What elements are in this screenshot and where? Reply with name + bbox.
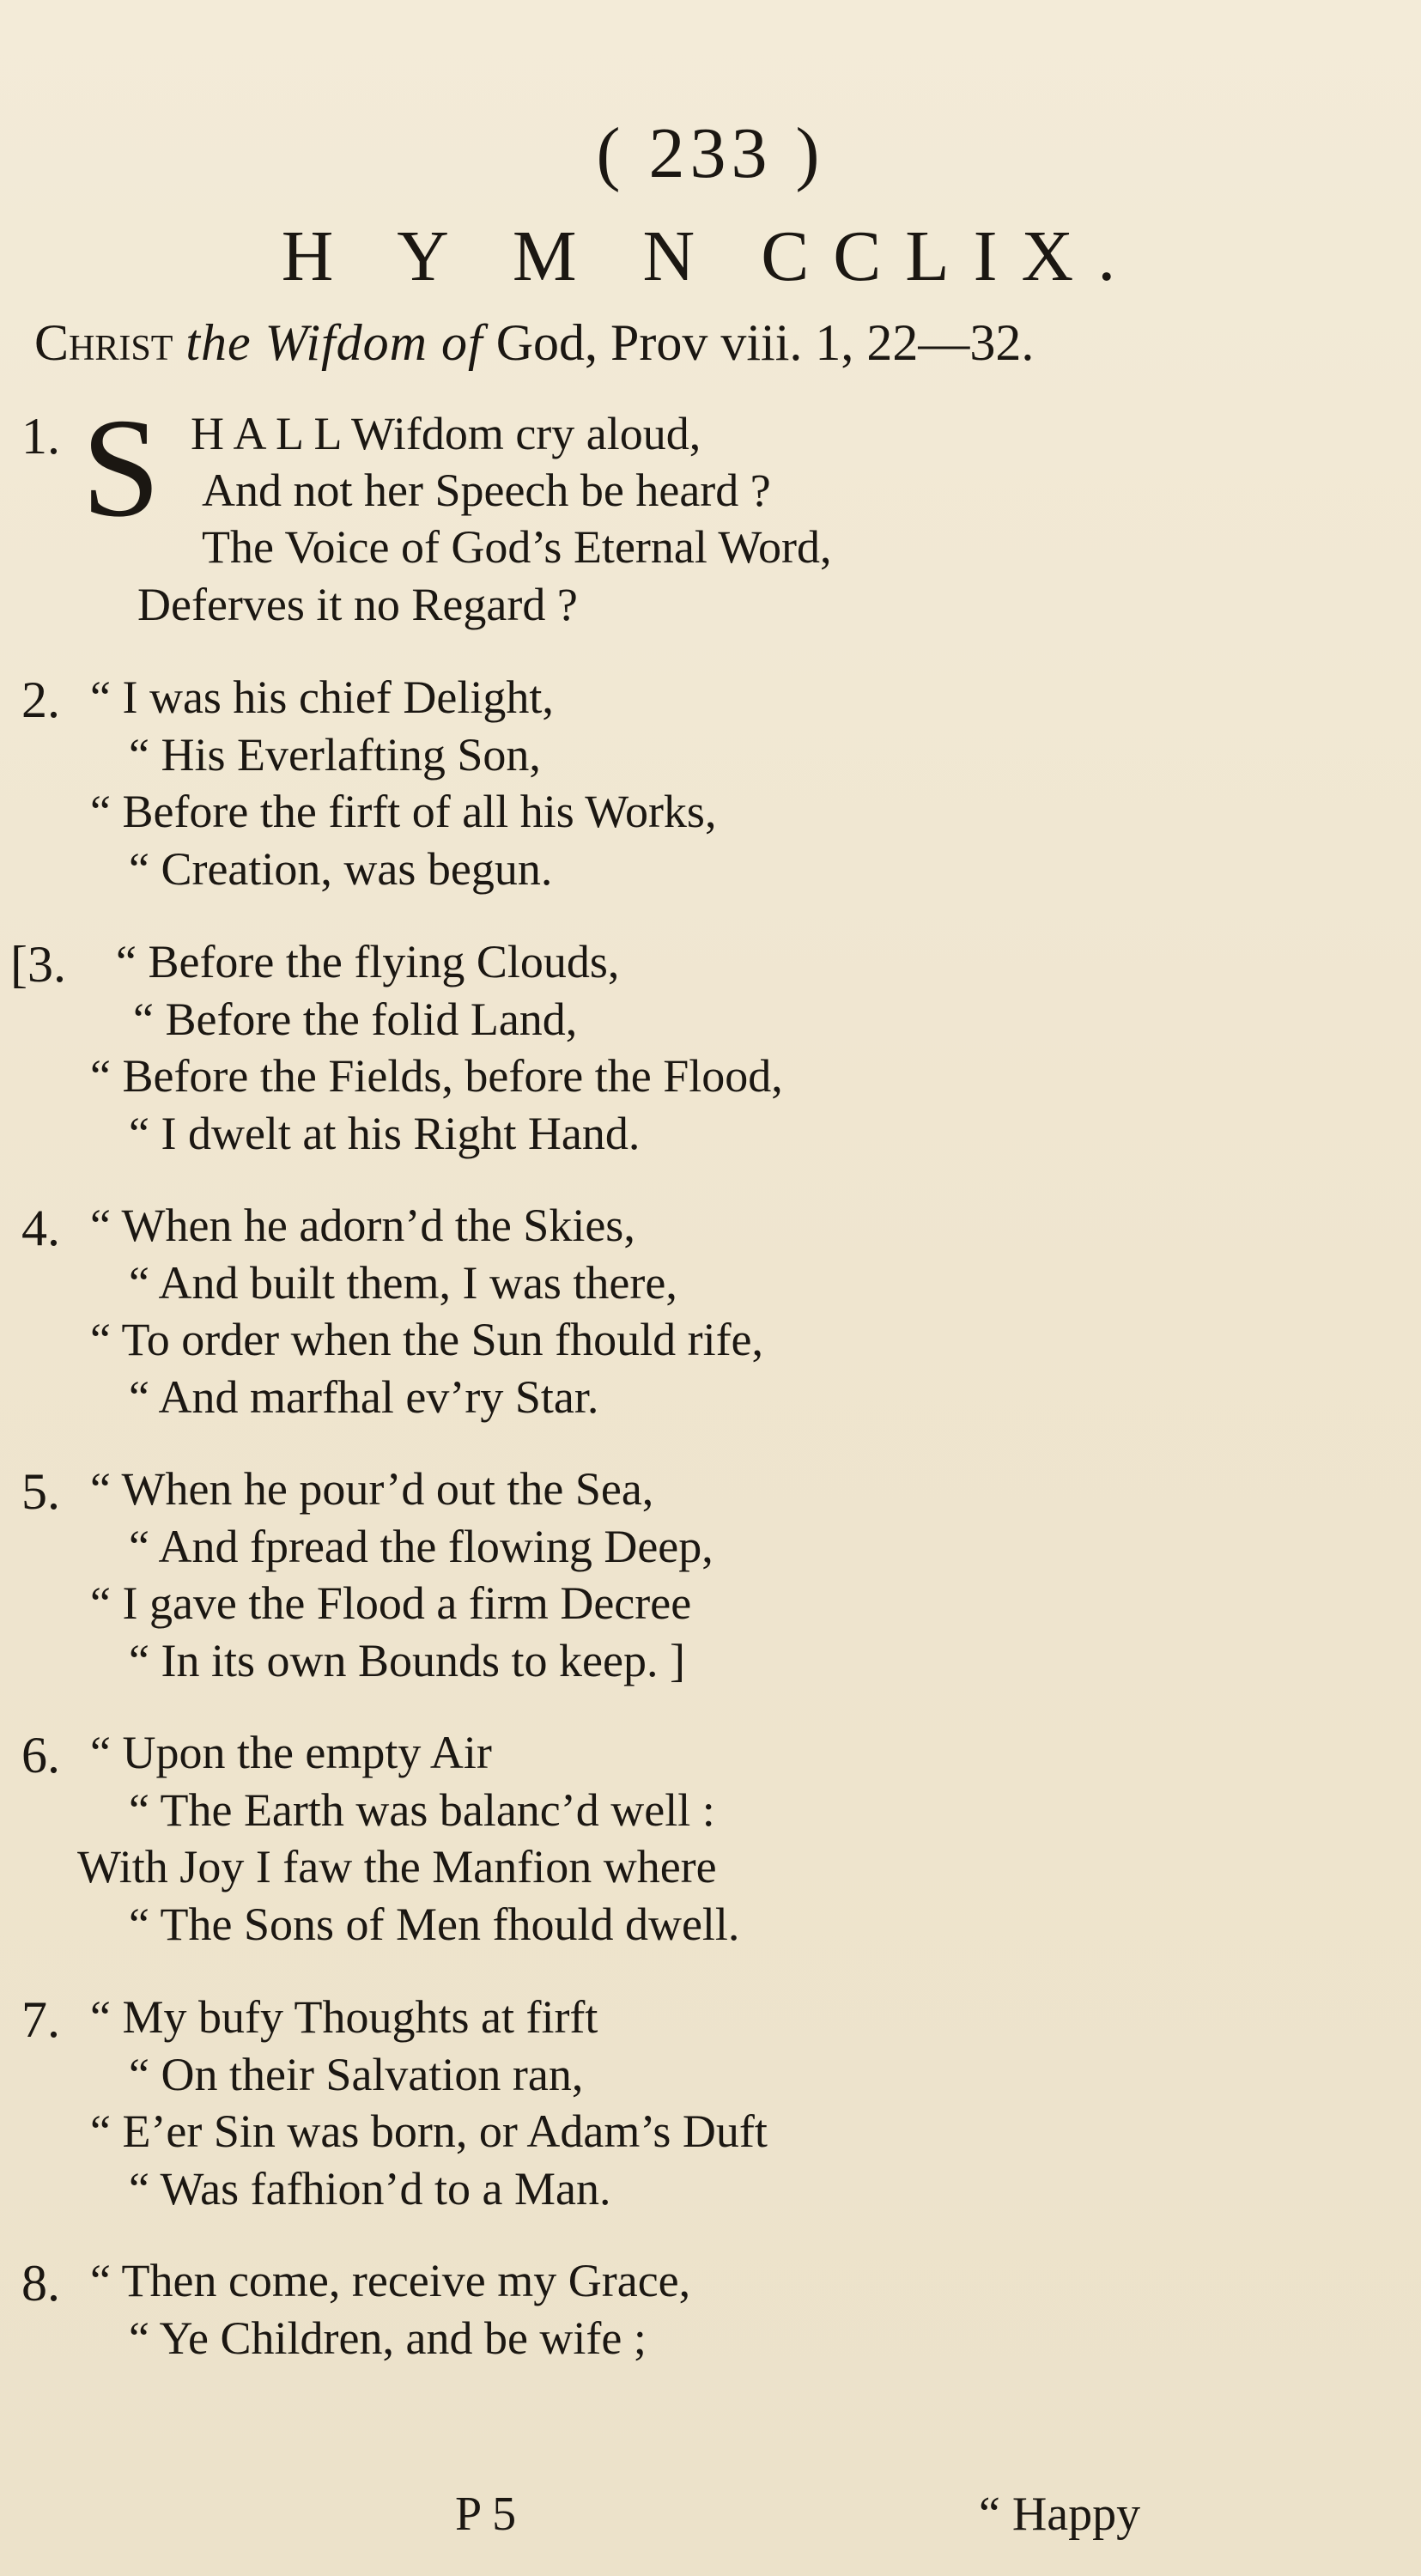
verse-line: “ And fpread the flowing Deep, bbox=[129, 1521, 714, 1572]
verse-line: And not her Speech be heard ? bbox=[202, 465, 771, 516]
drop-cap: S bbox=[82, 389, 161, 546]
verse-line: “ When he adorn’d the Skies, bbox=[90, 1200, 635, 1251]
verse-line: “ I dwelt at his Right Hand. bbox=[129, 1108, 641, 1159]
verse-line: “ His Everlafting Son, bbox=[129, 729, 541, 781]
verse-line: “ Creation, was begun. bbox=[129, 843, 553, 895]
subtitle-christ: Christ bbox=[34, 314, 173, 371]
verse-line: With Joy I faw the Manfion where bbox=[77, 1841, 717, 1893]
page-number: ( 233 ) bbox=[596, 113, 825, 193]
verse-line: “ Before the firft of all his Works, bbox=[90, 786, 717, 837]
verse-line: “ Then come, receive my Grace, bbox=[90, 2255, 691, 2306]
verse-line: The Voice of God’s Eternal Word, bbox=[202, 521, 832, 573]
hymn-title: H Y M N CCLIX. bbox=[281, 216, 1140, 296]
signature-mark: P 5 bbox=[455, 2488, 517, 2541]
verse-line: “ The Sons of Men fhould dwell. bbox=[129, 1899, 740, 1950]
subtitle-reference: God, Prov viii. 1, 22—32. bbox=[495, 314, 1035, 371]
verse-line: “ My bufy Thoughts at firft bbox=[90, 1991, 598, 2043]
verse-line: “ And built them, I was there, bbox=[129, 1257, 677, 1309]
verse-line: “ Before the flying Clouds, bbox=[116, 936, 620, 987]
verse-number: 7. bbox=[21, 1991, 60, 2048]
verse-number: 2. bbox=[21, 671, 60, 728]
subtitle-italic: the Wifdom of bbox=[185, 314, 483, 371]
verse-line: “ Ye Children, and be wife ; bbox=[129, 2312, 647, 2364]
hymn-subtitle bbox=[34, 313, 1305, 373]
verse-line: “ To order when the Sun fhould rife, bbox=[90, 1314, 764, 1365]
verse-line: “ I gave the Flood a firm Decree bbox=[90, 1577, 692, 1629]
verse-line: “ When he pour’d out the Sea, bbox=[90, 1463, 654, 1515]
verse-line: “ Before the folid Land, bbox=[133, 993, 578, 1045]
verse-line: “ And marfhal ev’ry Star. bbox=[129, 1371, 599, 1423]
verse-number: [3. bbox=[10, 936, 66, 993]
verse-number: 5. bbox=[21, 1463, 60, 1520]
verse-line: “ Before the Fields, before the Flood, bbox=[90, 1050, 783, 1102]
verse-line: “ On their Salvation ran, bbox=[129, 2049, 584, 2100]
verse-line: “ Was fafhion’d to a Man. bbox=[129, 2163, 611, 2215]
verse-line: “ I was his chief Delight, bbox=[90, 671, 554, 723]
verse-line: “ E’er Sin was born, or Adam’s Duft bbox=[90, 2105, 768, 2157]
catchword: “ Happy bbox=[979, 2488, 1141, 2541]
verse-line: “ In its own Bounds to keep. ] bbox=[129, 1635, 685, 1686]
verse-line: Deferves it no Regard ? bbox=[137, 579, 578, 630]
verse-number: 6. bbox=[21, 1727, 60, 1783]
verse-number: 4. bbox=[21, 1200, 60, 1256]
verse-line: “ The Earth was balanc’d well : bbox=[129, 1784, 715, 1836]
verse-number: 1. bbox=[21, 408, 60, 465]
verse-number: 8. bbox=[21, 2255, 60, 2312]
verse-line: “ Upon the empty Air bbox=[90, 1727, 492, 1778]
verse-line: H A L L Wifdom cry aloud, bbox=[191, 408, 701, 459]
